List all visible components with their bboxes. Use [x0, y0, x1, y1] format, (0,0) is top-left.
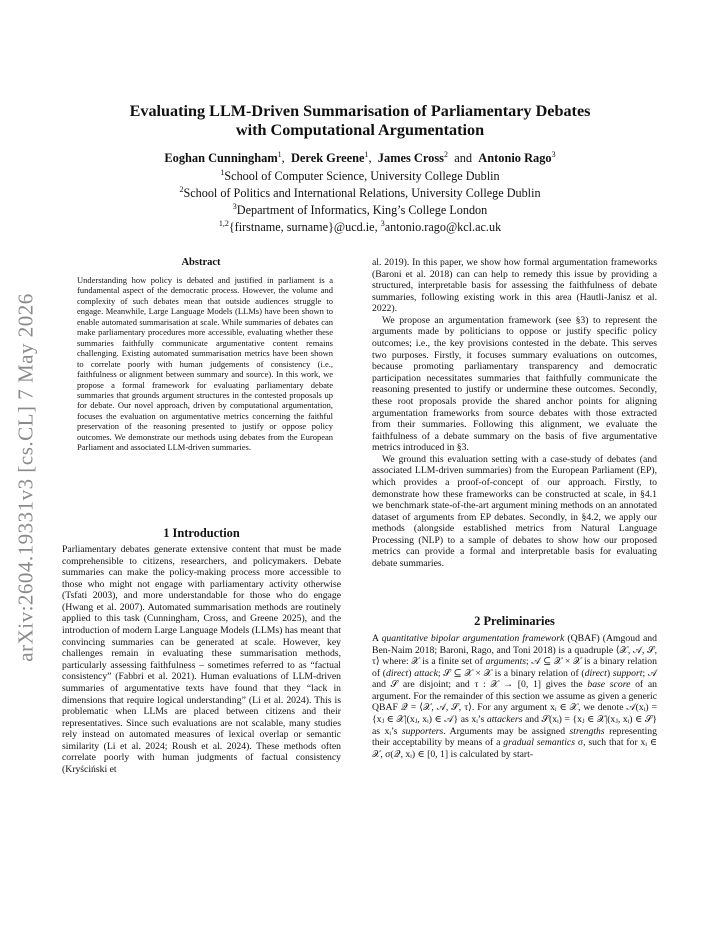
abstract-body: Understanding how policy is debated and justified in parliament is a fundamental aspect of the democratic process. However, the volume and complexity of such debates mean that outside audiences struggle to engage. Meanwhile, Large Language Models (LLMs) have been shown to enable automated summarisation at scale. While summaries of debates can make parliamentary procedures more accessible, evaluating whether these summaries faithfully communicate argumentative content remains challenging. Existing automated summarisation metrics have been shown to correlate poorly with human judgements of consistency (i.e., faithfulness or alignment between summary and source). In this work, we propose a formal framework for evaluating parliamentary debate summaries that grounds argument structures in the contested proposals up for debate. Our novel approach, driven by computational argumentation, focuses the evaluation on argumentative metrics concerning the faithful preservation of the reasoning presented to justify or oppose policy outcomes. We demonstrate our methods using debates from the European Parliament and associated LLM-driven summaries. — [77, 275, 333, 453]
author-emails — [60, 219, 660, 235]
right-column-body — [372, 257, 657, 570]
introduction-body — [62, 544, 341, 776]
arxiv-identifier-text: arXiv:2604.19331v3 [cs.CL] 7 May 2026 — [13, 292, 38, 662]
author-list — [60, 150, 660, 166]
affiliation-text: Department of Informatics, King’s College London — [236, 203, 488, 217]
arxiv-identifier — [8, 262, 44, 692]
author-name: Eoghan Cunningham — [164, 151, 278, 165]
author-name: James Cross — [377, 151, 444, 165]
affiliation-text: School of Computer Science, University College Dublin — [224, 169, 500, 183]
paragraph: A quantitative bipolar argumentation framework (QBAF) (Amgoud and Ben-Naim 2018; Baroni, Rago, and Toni 2018) is a quadruple ⟨𝒳, 𝒜, 𝒮, τ⟩ where: 𝒳 is a finite set of arguments; 𝒜 ⊆ 𝒳 × 𝒳 is a binary relation of (direct) attack; 𝒮 ⊆ 𝒳 × 𝒳 is a binary relation of (direct) support; 𝒜 and 𝒮 are disjoint; and τ : 𝒳 → [0, 1] gives the base score of an argument. For the remainder of this section we assume as given a generic QBAF 𝒬 = ⟨𝒳, 𝒜, 𝒮, τ⟩. For any argument xᵢ ∈ 𝒳, we denote 𝒜(xᵢ) = {xⱼ ∈ 𝒳|(xⱼ, xᵢ) ∈ 𝒜} as xᵢ’s attackers and 𝒮(xᵢ) = {xⱼ ∈ 𝒳|(xⱼ, xᵢ) ∈ 𝒮} as xᵢ’s supporters. Arguments may be assigned strengths representing their acceptability by means of a gradual semantics σ, such that for xᵢ ∈ 𝒳, σ(𝒬, xᵢ) ∈ [0, 1] is calculated by start- — [372, 633, 658, 760]
affiliation-mark: 2 — [179, 184, 184, 194]
title-line-1: Evaluating LLM-Driven Summarisation of Parliamentary Debates — [129, 102, 591, 120]
preliminaries-body — [372, 633, 657, 760]
affiliation-mark: 1 — [220, 167, 225, 177]
email-mark: 3 — [380, 218, 385, 228]
author-and: and — [454, 151, 473, 165]
paragraph: Parliamentary debates generate extensive content that must be made comprehensible to citizens, researchers, and policymakers. Debate summaries can make the policy-making process more accessible to those who might not engage with parliamentary activity otherwise (Tsfati 2003), and more understandable for those who do engage (Hwang et al. 2007). Automated summarisation methods are routinely applied to this task (Cunningham, Cross, and Greene 2025), and the introduction of modern Large Language Models (LLMs) has meant that convincing summaries can be generated at scale. However, key challenges remain in evaluating these summarisation methods, particularly assessing faithfulness – sometimes referred to as “factual consistency” (Fabbri et al. 2021). Human evaluations of LLM-driven summaries of argumentative texts have found that they “lack in dimensions that require logical understanding” (Li et al. 2024). This is problematic when LLMs are placed between citizens and their representatives. Since such evaluations are not scalable, many studies rely instead on automated measures of lexical overlap or semantic similarity (Li et al. 2024; Roush et al. 2024). These methods often correlate poorly with human judgments of factual consistency (Kryściński et — [62, 544, 341, 775]
affiliation-mark: 3 — [232, 201, 237, 211]
affiliation — [60, 202, 660, 218]
author-affiliation-mark: 1 — [277, 149, 282, 159]
affiliation — [60, 185, 660, 201]
author-affiliation-mark: 3 — [551, 149, 556, 159]
author-name: Antonio Rago — [478, 151, 552, 165]
paragraph: al. 2019). In this paper, we show how formal argumentation frameworks (Baroni et al. 2018) can can help to remedy this issue by providing a structured, interpretable basis for assessing the faithfulness of debate summaries, following existing work in this area (Hautli-Janisz et al. 2022). — [372, 257, 657, 315]
title-line-2: with Computational Argumentation — [235, 121, 485, 139]
author-separator: , — [368, 151, 372, 165]
author-name: Derek Greene — [290, 151, 365, 165]
paragraph: We ground this evaluation setting with a case-study of debates (and associated LLM-driven summaries) from the European Parliament (EP), which provides a proof-of-concept of our approach. Firstly, to demonstrate how these frameworks can be constructed at scale, in §4.1 we benchmark state-of-the-art argument mining methods on an annotated dataset of arguments from EP debates. Secondly, in §4.2, we apply our methods (alongside established metrics from Natural Language Processing (NLP) to a sample of debates to show how our proposed metrics can provide a formal and interpretable basis for evaluating debate summaries. — [372, 453, 657, 570]
affiliation — [60, 168, 660, 184]
abstract-heading: Abstract — [181, 257, 221, 268]
section-heading-preliminaries: 2 Preliminaries — [474, 614, 555, 628]
author-affiliation-mark: 1 — [364, 149, 369, 159]
email-mark: 1,2 — [218, 218, 229, 228]
affiliation-text: School of Politics and International Relations, University College Dublin — [183, 186, 541, 200]
author-separator: , — [281, 151, 285, 165]
email-text: {firstname, surname}@ucd.ie, — [228, 220, 381, 234]
section-heading-introduction: 1 Introduction — [163, 526, 240, 540]
email-text: antonio.rago@kcl.ac.uk — [384, 220, 502, 234]
author-affiliation-mark: 2 — [444, 149, 448, 159]
paper-title — [60, 102, 660, 140]
paragraph: We propose an argumentation framework (see §3) to represent the arguments made by politicians to oppose or justify specific policy outcomes; i.e., the key provisions contested in the debate. This serves two purposes. Firstly, it focuses summary evaluations on outcomes, because promoting parliamentary transparency and democratic participation necessitates summaries that faithfully communicate the reasoning presented to justify or undermine these outcomes. Secondly, these root proposals provide the shared anchor points for aligning argumentation frameworks from source debates with those extracted from their summaries. Following this alignment, we evaluate the faithfulness of a debate summary on the basis of five argumentative metrics introduced in §3. — [372, 314, 657, 454]
